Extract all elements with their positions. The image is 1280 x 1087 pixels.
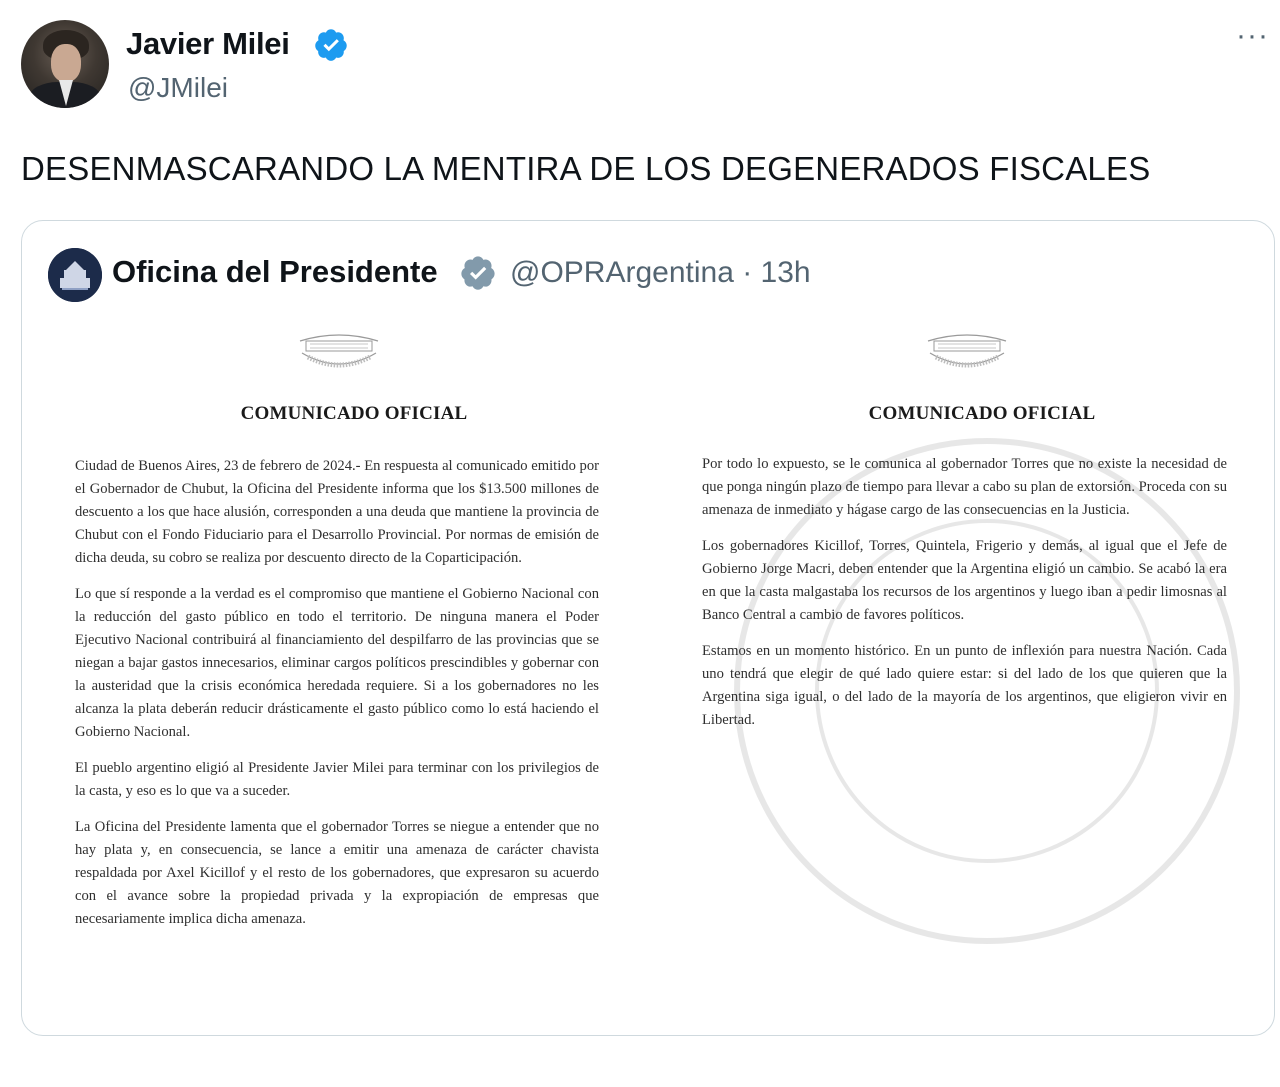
document-paragraph: Lo que sí responde a la verdad es el compromiso que mantiene el Gobierno Nacional con la reducción del gasto público en todo el territorio. De ninguna manera el Poder Ejecutivo Nacional contribuirá al financiamiento del despilfarro de las provincias que se niegan a bajar gastos innecesarios, eliminar cargos políticos prescindibles y gobernar con la austeridad que la crisis económica heredada requiere. Si a los gobernadores no les alcanza la plata deberán reducir drásticamente el gasto público como lo está haciendo el Gobierno Nacional. [75,586,599,740]
quoted-handle[interactable]: @OPRArgentina [510,256,734,289]
casa-rosada-logo-icon [48,248,102,302]
document-title: COMUNICADO OFICIAL [240,403,468,424]
document-body [75,455,599,944]
quoted-author-name[interactable]: Oficina del Presidente [112,254,438,289]
more-options-icon[interactable]: ··· [1236,19,1269,52]
document-paragraph: Ciudad de Buenos Aires, 23 de febrero de 2024.- En respuesta al comunicado emitido por el Gobernador de Chubut, la Oficina del Presidente informa que los $13.500 millones de descuento a los que hace alusión, corresponden a una deuda que mantiene la provincia de Chubut con el Fondo Fiduciario para el Desarrollo Provincial. Por normas de emisión de dicha deuda, su cobro se realiza por descuento directo de la Coparticipación. [75,458,599,566]
document-body [702,453,1227,745]
quoted-avatar[interactable] [48,248,102,302]
avatar-face [51,44,81,82]
document-paragraph: Por todo lo expuesto, se le comunica al gobernador Torres que no existe la necesidad de que ponga ningún plazo de tiempo para llevar a cabo su plan de extorsión. Proceda con su amenaza de inmediato y hágase cargo de las consecuencias en la Justicia. [702,456,1227,518]
document-title: COMUNICADO OFICIAL [868,403,1096,424]
author-handle[interactable]: @JMilei [128,72,228,103]
quoted-tweet-card[interactable] [21,220,1275,1036]
argentina-seal-icon [924,331,1010,377]
tweet-text: DESENMASCARANDO LA MENTIRA DE LOS DEGENERADOS FISCALES [21,150,1151,187]
verified-badge-icon [313,27,349,63]
document-page-2[interactable] [672,321,1272,1021]
quoted-timestamp[interactable]: · 13h [742,256,811,289]
quoted-verified-badge-icon [459,254,497,292]
argentina-seal-icon [296,331,382,377]
document-paragraph: Los gobernadores Kicillof, Torres, Quintela, Frigerio y demás, al igual que el Jefe de Gobierno Jorge Macri, deben entender que la Argentina eligió un cambio. Se acabó la era en que la casta malgastaba los recursos de los argentinos y luego iban a pedir limosnas al Banco Central a cambio de favores políticos. [702,538,1227,623]
author-name[interactable]: Javier Milei [126,26,290,61]
quoted-handle-time[interactable] [510,256,811,290]
document-paragraph: El pueblo argentino eligió al Presidente Javier Milei para terminar con los privilegios de la casta, y eso es lo que va a suceder. [75,760,599,799]
document-page-1[interactable] [42,321,642,1021]
author-avatar[interactable] [21,20,109,108]
document-paragraph: Estamos en un momento histórico. En un punto de inflexión para nuestra Nación. Cada uno tendrá que elegir de qué lado quiere estar: si del lado de los que quieren que la Argentina siga igual, o del lado de la mayoría de los argentinos, que eligieron vivir en Libertad. [702,643,1227,728]
document-paragraph: La Oficina del Presidente lamenta que el gobernador Torres se niegue a entender que no hay plata y, en consecuencia, se lance a emitir una amenaza de carácter chavista respaldada por Axel Kicillof y el resto de los gobernadores, que expresaron su acuerdo con el avance sobre la propiedad privada y la expropiación de empresas que necesariamente implica dicha amenaza. [75,819,599,927]
